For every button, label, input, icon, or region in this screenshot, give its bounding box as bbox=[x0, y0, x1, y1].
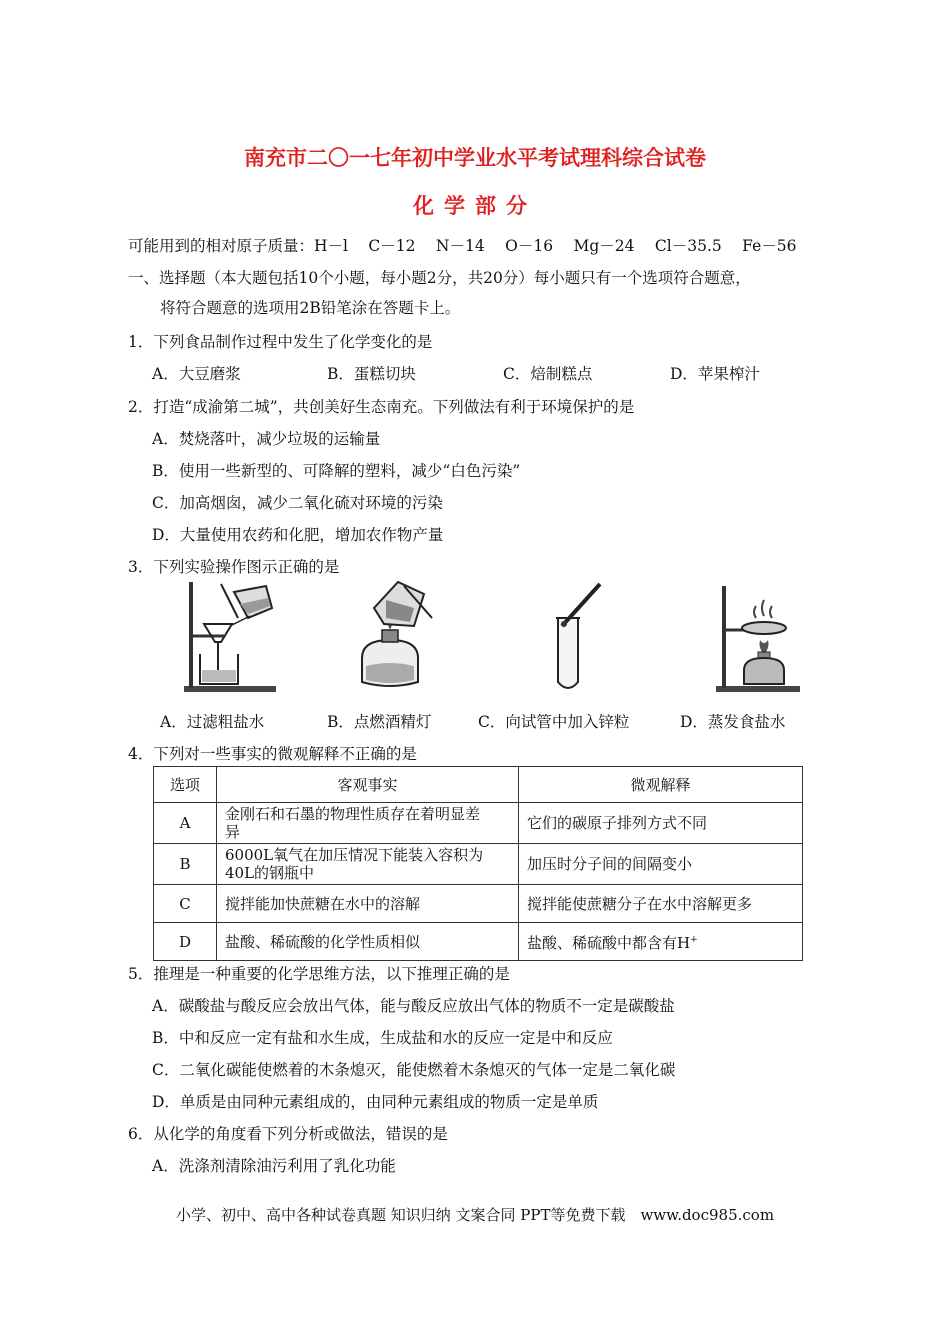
table-cell-option: D bbox=[154, 923, 217, 961]
table-header-explanation: 微观解释 bbox=[519, 767, 803, 803]
table-cell-explanation: 它们的碳原子排列方式不同 bbox=[519, 803, 803, 844]
alcohol-lamp-lighting-figure bbox=[344, 578, 444, 696]
question-3-option-d: D．蒸发食盐水 bbox=[680, 713, 786, 731]
question-5-option-b: B．中和反应一定有盐和水生成，生成盐和水的反应一定是中和反应 bbox=[152, 1029, 613, 1047]
question-2-option-c: C．加高烟囱，减少二氧化硫对环境的污染 bbox=[152, 494, 443, 512]
question-5-stem: 5．推理是一种重要的化学思维方法，以下推理正确的是 bbox=[128, 965, 510, 983]
table-header-row bbox=[154, 767, 803, 803]
table-cell-fact: 金刚石和石墨的物理性质存在着明显差 异 bbox=[217, 803, 519, 844]
exam-subtitle: 化学部分 bbox=[413, 194, 537, 218]
question-2-stem: 2．打造“成渝第二城”，共创美好生态南充。下列做法有利于环境保护的是 bbox=[128, 398, 635, 416]
table-cell-option: C bbox=[154, 885, 217, 923]
question-3-stem: 3．下列实验操作图示正确的是 bbox=[128, 558, 340, 576]
page-footer: 小学、初中、高中各种试卷真题 知识归纳 文案合同 PPT等免费下载 www.doc985.com bbox=[175, 1206, 775, 1224]
question-4-stem: 4．下列对一些事实的微观解释不正确的是 bbox=[128, 745, 417, 763]
table-cell-explanation: 盐酸、稀硫酸中都含有H+ bbox=[519, 923, 803, 961]
table-row bbox=[154, 803, 803, 844]
micro-explanation-table bbox=[153, 766, 803, 961]
question-1-option-b: B．蛋糕切块 bbox=[327, 365, 416, 383]
table-cell-fact: 6000L氧气在加压情况下能装入容积为 40L的钢瓶中 bbox=[217, 844, 519, 885]
question-2-option-a: A．焚烧落叶，减少垃圾的运输量 bbox=[152, 430, 381, 448]
question-1-option-a: A．大豆磨浆 bbox=[152, 365, 241, 383]
table-cell-fact: 搅拌能加快蔗糖在水中的溶解 bbox=[217, 885, 519, 923]
question-5-option-c: C．二氧化碳能使燃着的木条熄灭，能使燃着木条熄灭的气体一定是二氧化碳 bbox=[152, 1061, 676, 1079]
question-6-option-a: A．洗涤剂清除油污利用了乳化功能 bbox=[152, 1157, 396, 1175]
question-3-option-b: B．点燃酒精灯 bbox=[327, 713, 432, 731]
question-1-option-c: C．焙制糕点 bbox=[503, 365, 593, 383]
question-3-option-c: C．向试管中加入锌粒 bbox=[478, 713, 630, 731]
table-cell-explanation: 搅拌能使蔗糖分子在水中溶解更多 bbox=[519, 885, 803, 923]
question-1-stem: 1．下列食品制作过程中发生了化学变化的是 bbox=[128, 333, 433, 351]
question-6-stem: 6．从化学的角度看下列分析或做法，错误的是 bbox=[128, 1125, 448, 1143]
evaporation-apparatus-figure bbox=[712, 578, 802, 696]
table-row bbox=[154, 923, 803, 961]
question-1-option-d: D．苹果榨汁 bbox=[670, 365, 760, 383]
filtration-apparatus-figure bbox=[176, 578, 286, 696]
table-row bbox=[154, 844, 803, 885]
table-row bbox=[154, 885, 803, 923]
section-heading-cont: 将符合题意的选项用2B铅笔涂在答题卡上。 bbox=[160, 299, 461, 317]
table-cell-explanation: 加压时分子间的间隔变小 bbox=[519, 844, 803, 885]
question-3-option-a: A．过滤粗盐水 bbox=[160, 713, 265, 731]
table-header-fact: 客观事实 bbox=[217, 767, 519, 803]
table-header-option: 选项 bbox=[154, 767, 217, 803]
exam-title: 南充市二〇一七年初中学业水平考试理科综合试卷 bbox=[244, 146, 706, 170]
question-2-option-b: B．使用一些新型的、可降解的塑料，减少“白色污染” bbox=[152, 462, 521, 480]
test-tube-zinc-figure bbox=[540, 578, 610, 696]
question-2-option-d: D．大量使用农药和化肥，增加农作物产量 bbox=[152, 526, 444, 544]
table-cell-option: B bbox=[154, 844, 217, 885]
table-cell-option: A bbox=[154, 803, 217, 844]
question-5-option-a: A．碳酸盐与酸反应会放出气体，能与酸反应放出气体的物质不一定是碳酸盐 bbox=[152, 997, 675, 1015]
section-heading: 一、选择题（本大题包括10个小题，每小题2分，共20分）每小题只有一个选项符合题意， bbox=[128, 269, 751, 287]
table-cell-fact: 盐酸、稀硫酸的化学性质相似 bbox=[217, 923, 519, 961]
atomic-masses: 可能用到的相对原子质量：H－l C－12 N－14 O－16 Mg－24 Cl－35.5 Fe－56 bbox=[128, 237, 797, 255]
question-5-option-d: D．单质是由同种元素组成的，由同种元素组成的物质一定是单质 bbox=[152, 1093, 599, 1111]
